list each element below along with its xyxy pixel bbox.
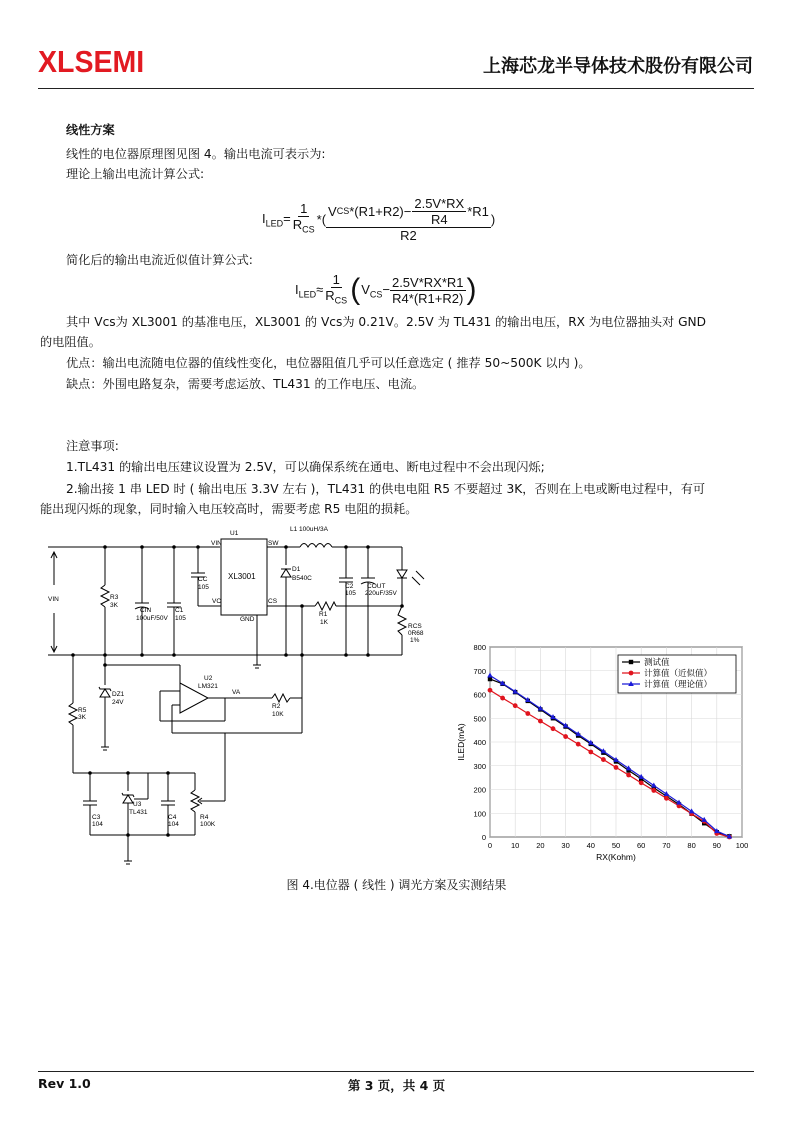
section-title: 线性方案 xyxy=(66,123,115,137)
label-dz1-value: 24V xyxy=(112,699,124,706)
data-point xyxy=(488,677,492,681)
label-ic: XL3001 xyxy=(228,572,256,581)
revision: Rev 1.0 xyxy=(38,1076,91,1091)
y-tick-label: 200 xyxy=(473,785,486,795)
legend-label: 计算值（近似值） xyxy=(644,668,713,678)
label-u2-value: LM321 xyxy=(198,683,218,690)
label-c2: C2 xyxy=(345,583,354,590)
label-pin-vin: VIN xyxy=(211,540,222,547)
label-c3: C3 xyxy=(92,814,101,821)
note-2-line-1: 2.输出接 1 串 LED 时 ( 输出电压 3.3V 左右 )，TL431 的供电电阻 R5 不要超过 3K，否则在上电或断电过程中，有可 xyxy=(66,482,706,496)
data-point xyxy=(664,796,669,801)
notes-title: 注意事项: xyxy=(66,439,119,453)
label-d1: D1 xyxy=(292,566,301,573)
company-name: 上海芯龙半导体技术股份有限公司 xyxy=(483,56,753,77)
label-u3-value: TL431 xyxy=(129,809,148,816)
para-vcs-line-1: 其中 Vcs为 XL3001 的基准电压，XL3001 的 Vcs为 0.21V。2.5V 为 TL431 的输出电压，RX 为电位器抽头对 GND xyxy=(66,315,707,329)
label-d1-value: B540C xyxy=(292,575,312,582)
label-cin: CIN xyxy=(140,607,152,614)
data-point xyxy=(513,703,518,708)
formula1-main-fraction: V CS *(R1+R2)− $\frac{2.5V*RX}{R4}$ *R1 R2 xyxy=(328,196,489,243)
data-point xyxy=(588,750,593,755)
data-point xyxy=(601,757,606,762)
footer-rule xyxy=(38,1071,754,1072)
page-number: 第 3 页，共 4 页 xyxy=(347,1078,446,1093)
x-tick-label: 0 xyxy=(487,841,493,850)
label-r1-value: 1K xyxy=(320,619,328,626)
label-pin-vc: VC xyxy=(212,598,222,605)
x-tick-label: 10 xyxy=(511,841,520,850)
x-tick-label: 70 xyxy=(662,841,671,850)
label-pin-gnd: GND xyxy=(240,616,255,623)
x-tick-label: 60 xyxy=(637,841,646,850)
legend-label: 计算值（理论值） xyxy=(644,679,713,689)
label-r3-value: 3K xyxy=(110,602,118,609)
data-point xyxy=(488,688,493,693)
data-point xyxy=(563,734,568,739)
x-tick-label: 50 xyxy=(611,841,621,850)
label-r5-value: 3K xyxy=(78,714,86,721)
para-vcs-line-2: 的电阻值。 xyxy=(40,335,101,349)
y-tick-label: 400 xyxy=(473,738,486,747)
data-point xyxy=(500,696,505,701)
label-u3: U3 xyxy=(133,801,142,808)
label-r4: R4 xyxy=(200,814,209,821)
simplified-label: 简化后的输出电流近似值计算公式: xyxy=(66,253,253,267)
y-axis-label: ILED(mA) xyxy=(456,723,466,761)
header-rule xyxy=(38,88,754,89)
y-tick-label: 300 xyxy=(473,761,486,771)
intro-line-1: 线性的电位器原理图见图 4。输出电流可表示为: xyxy=(66,147,326,161)
label-r4-value: 100K xyxy=(200,821,216,828)
y-tick-label: 500 xyxy=(473,714,486,724)
formula2-lhs: $I_{LED}\approx$ xyxy=(295,281,324,300)
label-rcs: RCS xyxy=(408,623,422,630)
data-point xyxy=(614,765,619,770)
formula1-lhs: $I_{LED}=$ xyxy=(262,210,291,229)
label-c1-value: 105 xyxy=(175,615,186,622)
note-2-line-2: 能出现闪烁的现象，同时输入电压较高时，需要考虑 R5 电阻的损耗。 xyxy=(40,502,418,516)
formula2-fraction: $\frac{2.5V*RX*R1}{R4*(R1+R2)}$ xyxy=(391,274,464,306)
label-cin-value: 100uF/50V xyxy=(136,615,168,622)
data-point xyxy=(651,788,656,793)
formula2-vcs: $V_{CS}-$ xyxy=(361,281,390,300)
label-pin-sw: SW xyxy=(268,540,279,547)
iled-vs-rx-chart xyxy=(455,638,760,870)
label-r5: R5 xyxy=(78,707,87,714)
label-r2: R2 xyxy=(272,703,281,710)
label-c3-value: 104 xyxy=(92,821,103,828)
legend-label: 测试值 xyxy=(644,657,670,667)
formula1-star: *( xyxy=(316,212,327,227)
x-tick-label: 40 xyxy=(586,841,595,850)
formula-approx: $I_{LED}\approx$ $\frac{1}{R_{CS}}$ ( $V_{CS}-$ $\frac{2.5V*RX*R1}{R4*(R1+R2)}$ ) xyxy=(295,272,477,309)
label-cc-value: 105 xyxy=(198,584,209,591)
label-rcs-tolerance: 1% xyxy=(410,637,420,644)
label-r3: R3 xyxy=(110,594,119,601)
label-vin: VIN xyxy=(48,596,59,603)
label-c4: C4 xyxy=(168,814,177,821)
formula-theoretical xyxy=(262,196,495,243)
label-u1: U1 xyxy=(230,530,239,537)
formula1-close: ) xyxy=(490,212,496,227)
data-point xyxy=(626,773,631,778)
data-point xyxy=(551,726,556,731)
label-pin-cs: CS xyxy=(268,598,278,605)
potentiometer-schematic xyxy=(40,525,440,870)
figure-caption: 图 4.电位器 ( 线性 ) 调光方案及实测结果 xyxy=(286,878,507,892)
y-tick-label: 600 xyxy=(473,690,486,700)
intro-line-2: 理论上输出电流计算公式: xyxy=(66,167,205,181)
note-1: 1.TL431 的输出电压建议设置为 2.5V，可以确保系统在通电、断电过程中不会出现闪烁; xyxy=(66,460,545,474)
label-dz1: DZ1 xyxy=(112,691,125,698)
label-c1: C1 xyxy=(175,607,184,614)
label-cout: COUT xyxy=(367,583,386,590)
x-tick-label: 20 xyxy=(536,841,545,850)
formula1-rcs-fraction: $\frac{1}{R_{CS}}$ xyxy=(292,201,315,235)
x-tick-label: 90 xyxy=(712,841,721,850)
label-va: VA xyxy=(232,689,241,696)
y-tick-label: 0 xyxy=(481,833,486,842)
legend-marker xyxy=(629,671,634,676)
data-point xyxy=(525,711,530,716)
y-tick-label: 100 xyxy=(473,809,486,819)
x-tick-label: 30 xyxy=(561,841,570,850)
label-u2: U2 xyxy=(204,675,213,682)
label-l1: L1 100uH/3A xyxy=(290,526,328,533)
label-cout-value: 220uF/35V xyxy=(365,590,397,597)
label-c2-value: 105 xyxy=(345,590,356,597)
label-r1: R1 xyxy=(319,611,328,618)
legend-marker xyxy=(629,660,633,664)
label-c4-value: 104 xyxy=(168,821,179,828)
label-cc: CC xyxy=(198,576,208,583)
pros-text: 优点：输出电流随电位器的值线性变化，电位器阻值几乎可以任意选定 ( 推荐 50~500K 以内 )。 xyxy=(66,356,591,370)
y-tick-label: 800 xyxy=(473,643,486,652)
data-point xyxy=(639,780,644,785)
label-r2-value: 10K xyxy=(272,711,284,718)
x-axis-label: RX(Kohm) xyxy=(596,852,636,862)
y-tick-label: 700 xyxy=(473,666,486,676)
formula2-rcs-fraction: $\frac{1}{R_{CS}}$ xyxy=(325,272,348,306)
company-logo: XLSEMI xyxy=(38,44,145,79)
label-rcs-value: 0R68 xyxy=(408,630,424,637)
x-tick-label: 100 xyxy=(735,841,749,850)
cons-text: 缺点：外围电路复杂，需要考虑运放、TL431 的工作电压、电流。 xyxy=(66,377,425,391)
x-tick-label: 80 xyxy=(687,841,696,850)
data-point xyxy=(576,742,581,747)
data-point xyxy=(538,719,543,724)
